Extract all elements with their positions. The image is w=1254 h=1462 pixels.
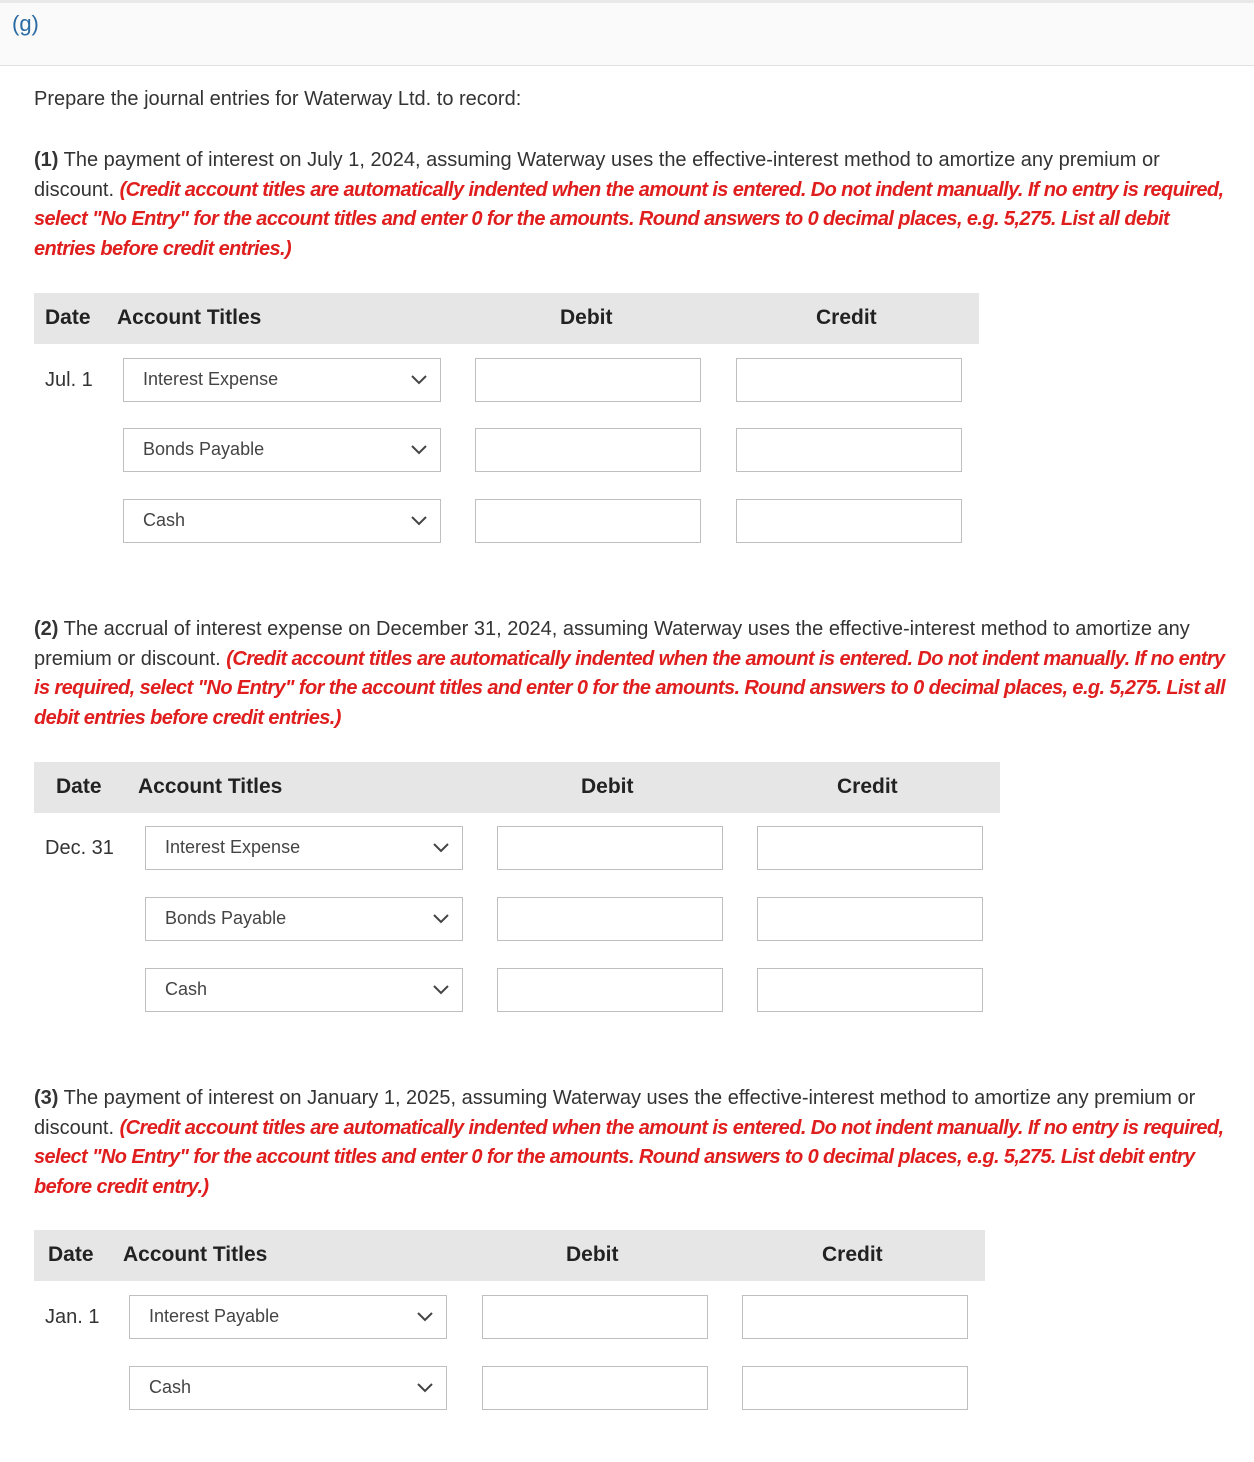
requirement-description: The payment of interest on July 1, 2024, assuming Waterway uses the effective-interest method to amortize any premium or discount. (34, 149, 1160, 201)
requirement-1 (34, 146, 1229, 264)
chevron-down-icon (430, 837, 452, 859)
account-title-select[interactable] (145, 826, 463, 870)
chevron-down-icon (408, 369, 430, 391)
entry-date: Jul. 1 (45, 369, 93, 391)
header-credit: Credit (837, 775, 898, 798)
debit-input[interactable] (497, 826, 723, 870)
debit-input[interactable] (482, 1366, 708, 1410)
account-title-value: Interest Expense (143, 369, 279, 389)
header-account-titles: Account Titles (123, 1243, 268, 1266)
intro-text: Prepare the journal entries for Waterway Ltd. to record: (34, 88, 522, 110)
journal-table-header (34, 762, 1000, 813)
requirement-number: (2) (34, 618, 59, 640)
credit-input[interactable] (736, 358, 962, 402)
account-title-value: Bonds Payable (165, 908, 287, 928)
header-debit: Debit (560, 306, 613, 329)
credit-input[interactable] (742, 1366, 968, 1410)
requirement-number: (1) (34, 149, 59, 171)
chevron-down-icon (408, 439, 430, 461)
journal-table-header (34, 293, 979, 344)
chevron-down-icon (408, 510, 430, 532)
header-debit: Debit (581, 775, 634, 798)
account-title-value: Cash (165, 979, 208, 999)
credit-input[interactable] (757, 897, 983, 941)
requirement-instruction: (Credit account titles are automatically indented when the amount is entered. Do not indent manually. If no entry is required, select "No Entry" for the account titles and enter 0 for the amounts. Round answers to 0 decimal places, e.g. 5,275. List all debit entries before credit entries.) (34, 647, 1225, 729)
credit-input[interactable] (742, 1295, 968, 1339)
account-title-select[interactable] (129, 1366, 447, 1410)
header-debit: Debit (566, 1243, 619, 1266)
requirement-description: The payment of interest on January 1, 2025, assuming Waterway uses the effective-interest method to amortize any premium or discount. (34, 1087, 1196, 1139)
requirement-2 (34, 615, 1229, 733)
account-title-select[interactable] (123, 428, 441, 472)
header-date: Date (45, 306, 91, 329)
debit-input[interactable] (475, 428, 701, 472)
account-title-select[interactable] (145, 897, 463, 941)
credit-input[interactable] (736, 428, 962, 472)
debit-input[interactable] (475, 358, 701, 402)
debit-input[interactable] (482, 1295, 708, 1339)
debit-input[interactable] (475, 499, 701, 543)
chevron-down-icon (414, 1377, 436, 1399)
requirement-instruction: (Credit account titles are automatically indented when the amount is entered. Do not indent manually. If no entry is required, select "No Entry" for the account titles and enter 0 for the amounts. Round answers to 0 decimal places, e.g. 5,275. List all debit entries before credit entries.) (34, 178, 1224, 260)
header-credit: Credit (822, 1243, 883, 1266)
part-label: (g) (12, 11, 39, 36)
credit-input[interactable] (736, 499, 962, 543)
account-title-value: Interest Expense (165, 837, 301, 857)
account-title-value: Cash (149, 1377, 192, 1397)
account-title-value: Cash (143, 510, 186, 530)
requirement-description: The accrual of interest expense on December 31, 2024, assuming Waterway uses the effective-interest method to amortize any premium or discount. (34, 618, 1190, 670)
requirement-number: (3) (34, 1087, 59, 1109)
account-title-value: Interest Payable (149, 1306, 280, 1326)
account-title-select[interactable] (123, 358, 441, 402)
account-title-value: Bonds Payable (143, 439, 265, 459)
requirement-3 (34, 1084, 1229, 1202)
header-account-titles: Account Titles (117, 306, 262, 329)
credit-input[interactable] (757, 968, 983, 1012)
account-title-select[interactable] (129, 1295, 447, 1339)
header-date: Date (56, 775, 102, 798)
account-title-select[interactable] (123, 499, 441, 543)
account-title-select[interactable] (145, 968, 463, 1012)
entry-date: Jan. 1 (45, 1306, 100, 1328)
chevron-down-icon (414, 1306, 436, 1328)
journal-table-header (34, 1230, 985, 1281)
requirement-instruction: (Credit account titles are automatically indented when the amount is entered. Do not indent manually. If no entry is required, select "No Entry" for the account titles and enter 0 for the amounts. Round answers to 0 decimal places, e.g. 5,275. List debit entry before credit entry.) (34, 1116, 1224, 1198)
header-account-titles: Account Titles (138, 775, 283, 798)
chevron-down-icon (430, 979, 452, 1001)
header-date: Date (48, 1243, 94, 1266)
debit-input[interactable] (497, 897, 723, 941)
credit-input[interactable] (757, 826, 983, 870)
entry-date: Dec. 31 (45, 837, 114, 859)
part-header (0, 0, 1254, 66)
header-credit: Credit (816, 306, 877, 329)
debit-input[interactable] (497, 968, 723, 1012)
chevron-down-icon (430, 908, 452, 930)
